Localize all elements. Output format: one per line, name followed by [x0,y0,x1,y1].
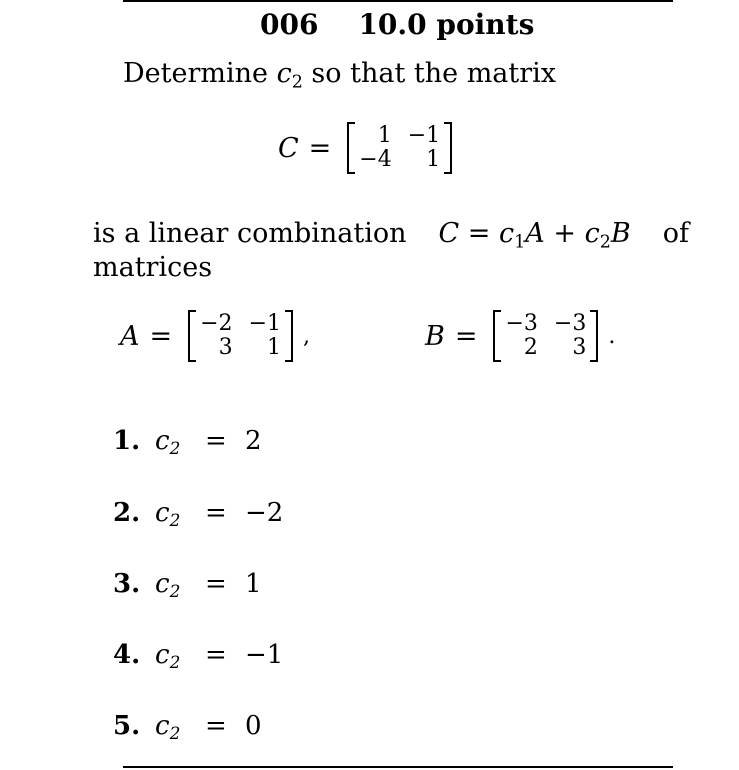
matrix-c-equation: C = 1 −1 −4 1 [278,122,458,174]
matrix-c: 1 −1 −4 1 [347,122,452,174]
question-points: 10.0 points [358,8,535,41]
combination-line: is a linear combination $C = c_1A + c_2B$ of [93,218,689,253]
matrix-a: −2 −1 3 1 [188,310,293,362]
question-header [260,8,534,41]
top-rule [123,0,673,2]
choice-4[interactable]: 4. $c_2$ = −1 [113,640,284,673]
matrix-a-equation: A = −2 −1 3 1 , [120,311,310,360]
choice-5[interactable]: 5. $c_2$ = 0 [113,711,262,744]
choice-2[interactable]: 2. $c_2$ = −2 [113,498,284,531]
combination-line-2: matrices [93,252,213,283]
bottom-rule [123,766,673,768]
choice-1[interactable]: 1. $c_2$ = 2 [113,426,262,459]
matrix-b-equation: B = −3 −3 2 3 . [425,311,616,360]
prompt-line: Determine $c_2$ so that the matrix [123,58,557,93]
choice-3[interactable]: 3. $c_2$ = 1 [113,569,262,602]
right-bracket [444,122,452,174]
question-number: 006 [260,8,319,41]
matrix-b: −3 −3 2 3 [493,310,598,362]
left-bracket [347,122,355,174]
